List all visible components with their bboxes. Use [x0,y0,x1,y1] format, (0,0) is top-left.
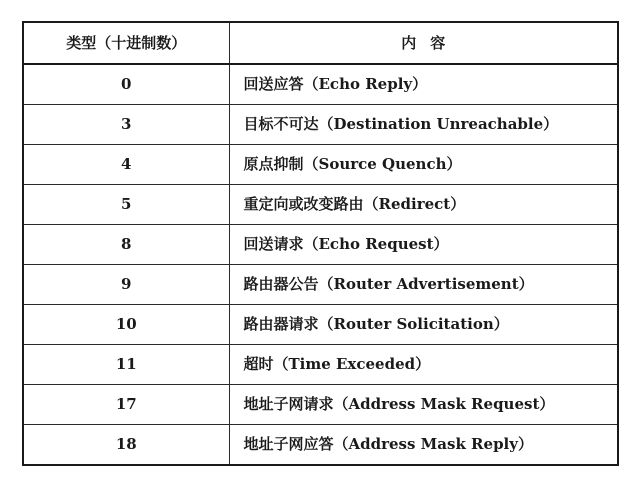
table-row [23,185,618,225]
table-row [23,225,618,265]
type-cell: 9 [23,265,229,305]
icmp-type-table [22,21,619,466]
type-cell: 11 [23,345,229,385]
content-cell: 路由器公告（Router Advertisement） [229,265,618,305]
type-cell: 10 [23,305,229,345]
content-cell: 重定向或改变路由（Redirect） [229,185,618,225]
table-row [23,345,618,385]
table-row [23,64,618,105]
header-content: 内容 [229,22,618,64]
content-cell: 地址子网请求（Address Mask Request） [229,385,618,425]
content-cell: 地址子网应答（Address Mask Reply） [229,425,618,466]
type-cell: 17 [23,385,229,425]
type-cell: 4 [23,145,229,185]
type-cell: 18 [23,425,229,466]
content-cell: 回送应答（Echo Reply） [229,64,618,105]
table-row [23,105,618,145]
content-cell: 原点抑制（Source Quench） [229,145,618,185]
header-row [23,22,618,64]
table-row [23,425,618,466]
table-row [23,265,618,305]
type-cell: 8 [23,225,229,265]
table-row [23,305,618,345]
table-row [23,145,618,185]
content-cell: 回送请求（Echo Request） [229,225,618,265]
table-row [23,385,618,425]
header-type: 类型（十进制数） [23,22,229,64]
content-cell: 路由器请求（Router Solicitation） [229,305,618,345]
content-cell: 目标不可达（Destination Unreachable） [229,105,618,145]
type-cell: 5 [23,185,229,225]
content-cell: 超时（Time Exceeded） [229,345,618,385]
type-cell: 0 [23,64,229,105]
type-cell: 3 [23,105,229,145]
